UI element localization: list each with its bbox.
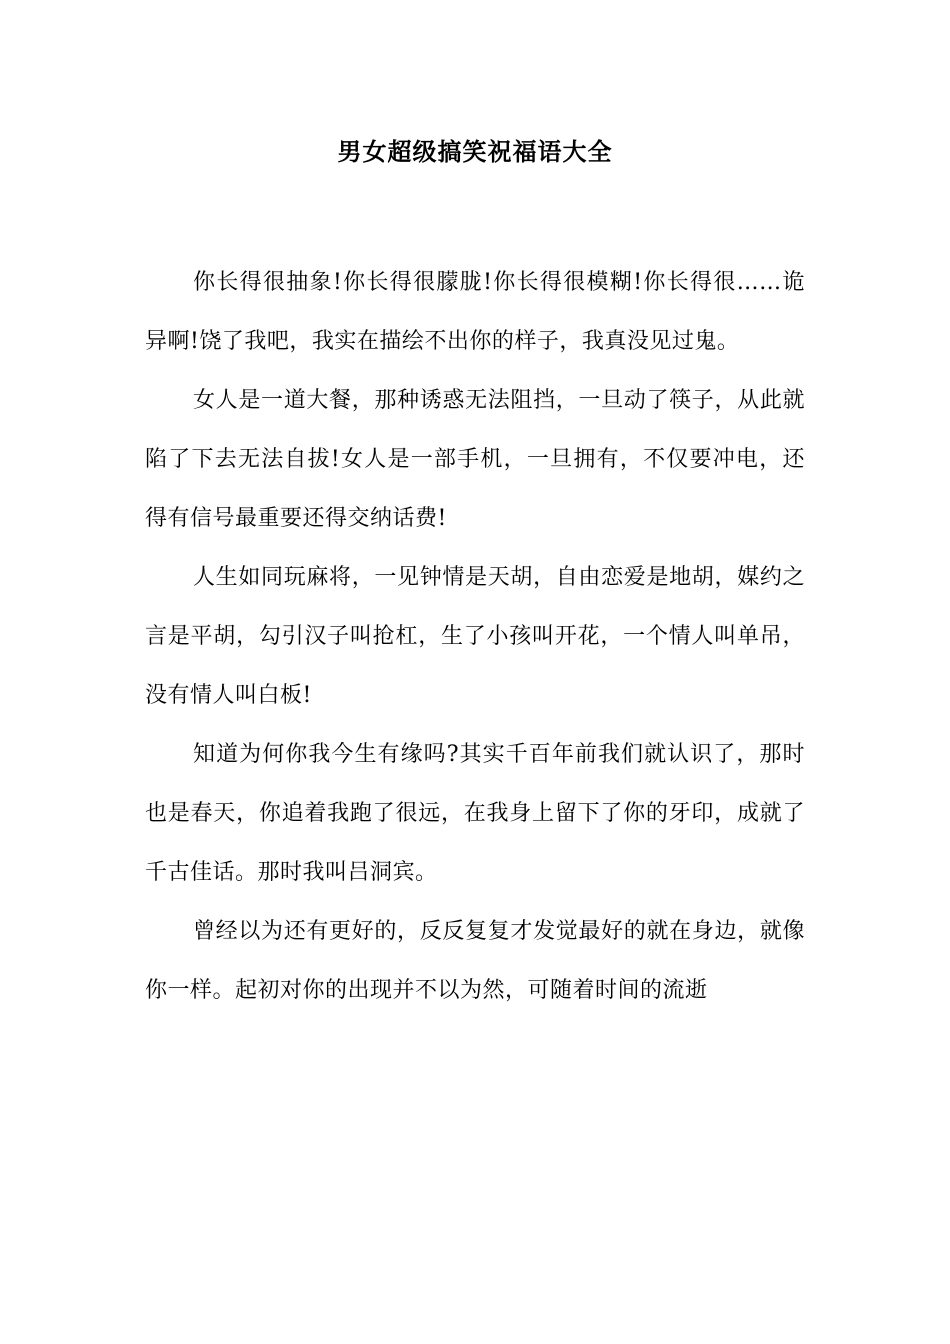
paragraph-3: 人生如同玩麻将，一见钟情是天胡，自由恋爱是地胡，媒约之言是平胡，勾引汉子叫抢杠，生了小孩叫开花，一个情人叫单吊，没有情人叫白板! bbox=[145, 565, 805, 708]
document-body bbox=[145, 253, 805, 1020]
paragraph-2: 女人是一道大餐，那种诱惑无法阻挡，一旦动了筷子，从此就陷了下去无法自拔!女人是一部手机，一旦拥有，不仅要冲电，还得有信号最重要还得交纳话费! bbox=[145, 388, 805, 531]
paragraph-4: 知道为何你我今生有缘吗?其实千百年前我们就认识了，那时也是春天，你追着我跑了很远，在我身上留下了你的牙印，成就了千古佳话。那时我叫吕洞宾。 bbox=[145, 742, 805, 885]
paragraph-5: 曾经以为还有更好的，反反复复才发觉最好的就在身边，就像你一样。起初对你的出现并不以为然，可随着时间的流逝 bbox=[145, 919, 805, 1003]
paragraph-1: 你长得很抽象!你长得很朦胧!你长得很模糊!你长得很……诡异啊!饶了我吧，我实在描绘不出你的样子，我真没见过鬼。 bbox=[145, 270, 805, 354]
document-title: 男女超级搞笑祝福语大全 bbox=[337, 137, 613, 166]
